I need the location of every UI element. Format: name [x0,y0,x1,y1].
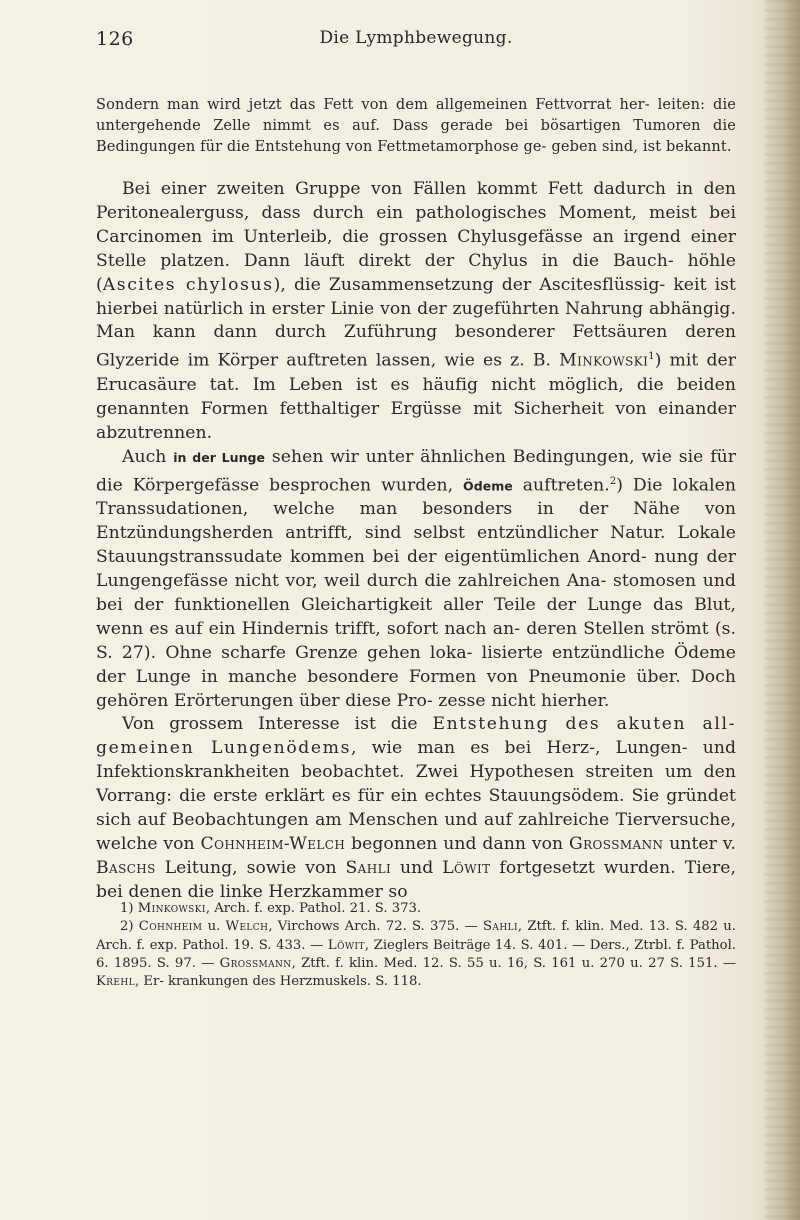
author-name: Löwit [442,857,491,878]
author-name: Cohnheim-Welch [200,833,346,854]
footnote-2: 2) Cohnheim u. Welch, Virchows Arch. 72. S. 375. — Sahli, Ztft. f. klin. Med. 13. S. 482 u. Arch. f. exp. Pathol. 19. S. 433. — Löwit, Zieglers Beiträge 14. S. 401. — Ders., Ztrbl. f. Pathol. 6. 1895. S. 97. — Grossmann, Ztft. f. klin. Med. 12. S. 55 u. 16, S. 161 u. 270 u. 27 S. 151. — Krehl, Er- krankungen des Herzmuskels. S. 118. [96,919,737,990]
running-title: Die Lymphbewegung. [319,28,513,48]
footnotes [96,900,736,991]
term-acute-lung-edema: Entstehung des akuten all- gemeinen Lungenödems [96,714,736,759]
intro-paragraph: Sondern man wird jetzt das Fett von dem allgemeinen Fettvorrat her- leiten: die untergehende Zelle nimmt es auf. Dass gerade bei bösartigen Tumoren die Bedingungen für die Entstehung von Fettmetamorphose ge- geben sind, ist bekannt. [96,97,736,155]
author-name: Sahli [345,857,392,878]
footnote-ref: 1 [648,351,655,363]
page-edge-shadow [764,0,800,1220]
page-header [96,28,736,54]
footnote-1: 1) Minkowski, Arch. f. exp. Pathol. 21. S. 373. [120,901,422,916]
emphasis-oedeme: Ödeme [463,478,513,494]
paragraph-chylous-ascites: Bei einer zweiten Gruppe von Fällen kommt Fett dadurch in den Peritonealerguss, dass durch ein pathologisches Moment, meist bei Carcinomen im Unterleib, die grossen Chylusgefässe an irgend einer Stelle platzen. Dann läuft direkt der Chylus in die Bauch- höhle (Ascites chylosus), die Zusammensetzung der Ascitesflüssig- keit ist hierbei natürlich in erster Linie von der zugeführten Nahrung abhängig. Man kann dann durch Zuführung besonderer Fettsäuren deren Glyzeride im Körper auftreten lassen, wie es z. B. Minkowski$^1$) mit der Erucasäure tat. Im Leben ist es häufig nicht möglich, die beiden genannten Formen fetthaltiger Ergüsse mit Sicherheit von einander abzutrennen. [96,179,736,443]
author-name: Grossmann [568,833,664,854]
author-name: Minkowski [559,351,649,372]
term-ascites-chylosus: Ascites chylosus [102,274,274,295]
author-name: Baschs [96,857,156,878]
paragraph-acute-lung-edema: Von grossem Interesse ist die Entstehung des akuten all- gemeinen Lungenödems, wie man es bei Herz-, Lungen- und Infektionskrankheiten beobachtet. Zwei Hypothesen streiten um den Vorrang: die erste erklärt es für ein echtes Stauungsödem. Sie gründet sich auf Beobachtungen am Menschen und auf zahlreiche Tierversuche, welche von Cohnheim-Welch begonnen und dann von Grossmann unter v. Baschs Leitung, sowie von Sahli und Löwit fortgesetzt wurden. Tiere, bei denen die linke Herzkammer so [96,714,737,902]
page-number: 126 [96,28,134,50]
main-text [96,178,736,905]
paragraph-lung-edema: Auch in der Lunge sehen wir unter ähnlichen Bedingungen, wie sie für die Körpergefässe besprochen wurden, Ödeme auftreten.$^2$) Die lokalen Transsudationen, welche man besonders in der Nähe von Entzündungsherden antrifft, sind selbst entzündlicher Natur. Lokale Stauungstranssudate kommen bei der eigentümlichen Anord- nung der Lungengefässe nicht vor, weil durch die zahlreichen Ana- stomosen und bei der funktionellen Gleichartigkeit aller Teile der Lunge das Blut, wenn es auf ein Hindernis trifft, sofort nach an- deren Stellen strömt (s. S. 27). Ohne scharfe Grenze gehen loka- lisierte entzündliche Ödeme der Lunge in manche besondere Formen von Pneumonie über. Doch gehören Erörterungen über diese Pro- zesse nicht hierher. [96,446,737,711]
footnote-ref: 2 [609,475,617,487]
emphasis-in-der-lunge: in der Lunge [173,449,266,465]
